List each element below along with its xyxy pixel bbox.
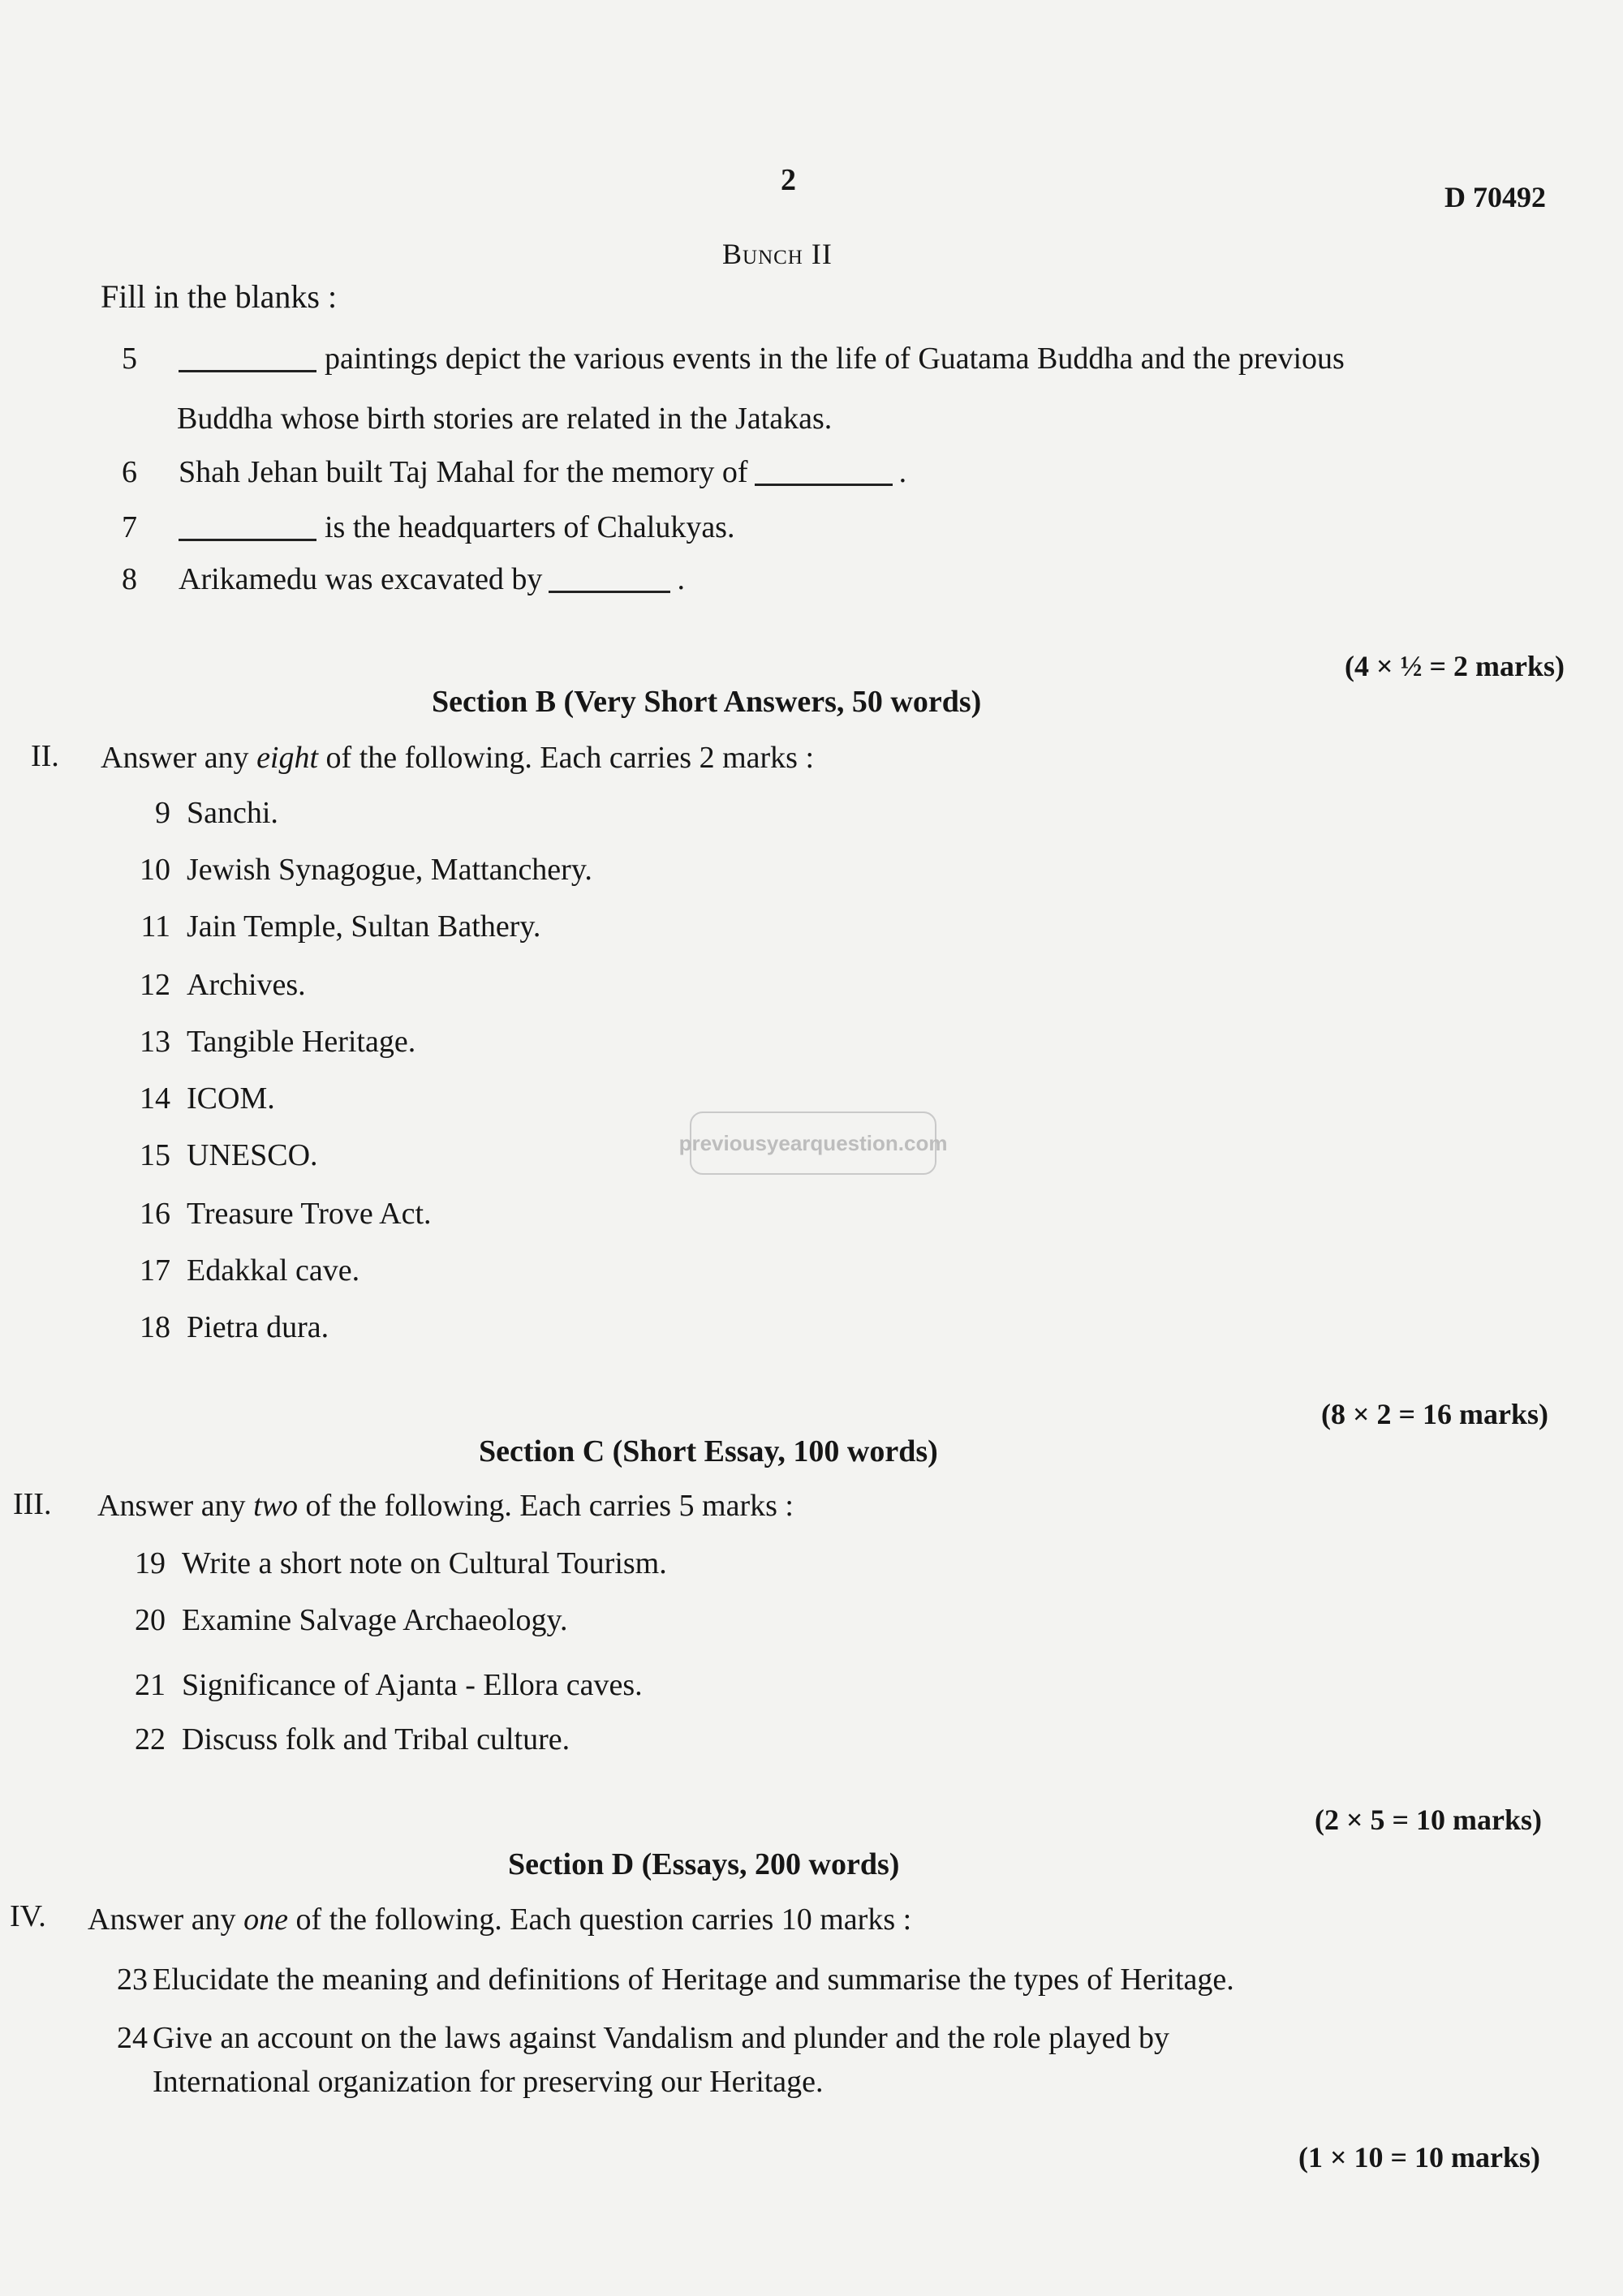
bunch-title: Bunch II — [722, 238, 833, 270]
list-item — [101, 909, 540, 944]
question-number: 23 — [117, 1963, 148, 1997]
question-number: 14 — [140, 1081, 170, 1116]
list-item — [101, 1309, 329, 1345]
question-5-continued — [177, 401, 832, 436]
question-text: Jain Temple, Sultan Bathery. — [187, 909, 541, 944]
marks-bunch-ii: (4 × ½ = 2 marks) — [1344, 650, 1565, 682]
question-5 — [122, 341, 1345, 376]
question-text: Jewish Synagogue, Mattanchery. — [187, 853, 592, 887]
question-number: 20 — [135, 1603, 166, 1637]
paper-code: D 70492 — [1444, 181, 1546, 213]
section-c-roman: III. — [13, 1487, 52, 1521]
instruction-text: of the following. Each question carries 10 marks : — [287, 1903, 912, 1937]
list-item — [101, 795, 278, 831]
question-text: Shah Jehan built Taj Mahal for the memory of — [179, 455, 748, 489]
answer-blank — [755, 464, 893, 486]
question-end: . — [677, 562, 685, 596]
fill-blanks-instruction: Fill in the blanks : — [101, 278, 338, 315]
list-item — [101, 1253, 359, 1288]
marks-section-b: (8 × 2 = 16 marks) — [1320, 1398, 1548, 1430]
section-d-instruction — [88, 1902, 911, 1937]
question-text: paintings depict the various events in the life of Guatama Buddha and the previous — [325, 342, 1345, 376]
question-text: Give an account on the laws against Vandalism and plunder and the role played by — [153, 2021, 1169, 2055]
question-number: 10 — [140, 853, 170, 887]
question-text: International organization for preserving our Heritage. — [153, 2065, 824, 2099]
question-number: 21 — [135, 1668, 166, 1702]
question-number: 8 — [122, 562, 137, 596]
list-item — [96, 1667, 643, 1703]
list-item — [101, 1081, 275, 1116]
question-text: Edakkal cave. — [187, 1253, 360, 1288]
question-7 — [122, 510, 734, 545]
question-text: ICOM. — [187, 1081, 275, 1116]
answer-blank — [179, 519, 316, 541]
question-text: Tangible Heritage. — [187, 1025, 416, 1059]
question-number: 24 — [117, 2021, 148, 2055]
question-number: 17 — [140, 1253, 170, 1288]
question-text: Pietra dura. — [187, 1310, 329, 1344]
list-item — [101, 1196, 432, 1232]
question-text: UNESCO. — [187, 1138, 318, 1172]
question-number: 7 — [122, 510, 137, 544]
instruction-emphasis: eight — [256, 741, 319, 775]
instruction-emphasis: two — [253, 1489, 298, 1523]
question-text: Examine Salvage Archaeology. — [182, 1603, 568, 1637]
list-item — [101, 852, 592, 888]
answer-blank — [179, 350, 316, 372]
page-number: 2 — [781, 163, 796, 197]
list-item — [96, 1602, 568, 1638]
question-number: 13 — [140, 1025, 170, 1059]
list-item — [101, 1024, 415, 1060]
section-b-instruction — [101, 740, 814, 776]
section-d-title: Section D (Essays, 200 words) — [508, 1847, 900, 1881]
section-c-title: Section C (Short Essay, 100 words) — [479, 1434, 938, 1468]
question-number: 16 — [140, 1197, 170, 1231]
marks-section-c: (2 × 5 = 10 marks) — [1314, 1804, 1542, 1836]
instruction-emphasis: one — [243, 1903, 288, 1937]
section-b-roman: II. — [31, 739, 59, 773]
question-text: Arikamedu was excavated by — [179, 562, 543, 596]
question-number: 15 — [140, 1138, 170, 1172]
question-text: Treasure Trove Act. — [187, 1197, 432, 1231]
watermark-logo: previousyearquestion.com — [690, 1111, 936, 1175]
list-item — [96, 1722, 570, 1757]
question-number: 9 — [155, 796, 170, 830]
question-number: 6 — [122, 455, 137, 489]
question-number: 19 — [135, 1546, 166, 1580]
question-number: 22 — [135, 1722, 166, 1756]
question-number: 12 — [140, 968, 170, 1002]
question-text: Sanchi. — [187, 796, 278, 830]
list-item-continued — [153, 2064, 824, 2100]
instruction-text: of the following. Each carries 5 marks : — [297, 1489, 794, 1523]
list-item — [101, 967, 306, 1003]
question-number: 5 — [122, 342, 137, 376]
question-text: Discuss folk and Tribal culture. — [182, 1722, 570, 1756]
marks-section-d: (1 × 10 = 10 marks) — [1298, 2141, 1540, 2173]
section-d-roman: IV. — [10, 1899, 46, 1933]
list-item — [101, 1137, 318, 1173]
instruction-text: Answer any — [88, 1903, 244, 1937]
question-text: Buddha whose birth stories are related in the Jatakas. — [177, 402, 833, 436]
question-text: Significance of Ajanta - Ellora caves. — [182, 1668, 643, 1702]
instruction-text: Answer any — [97, 1489, 254, 1523]
section-b-title: Section B (Very Short Answers, 50 words) — [432, 685, 982, 719]
question-number: 18 — [140, 1310, 170, 1344]
answer-blank — [549, 571, 670, 593]
list-item — [78, 2020, 1169, 2056]
question-end: . — [898, 455, 907, 489]
section-c-instruction — [97, 1488, 794, 1524]
question-number: 11 — [140, 909, 170, 944]
question-8 — [122, 561, 685, 597]
question-text: Archives. — [187, 968, 306, 1002]
question-6 — [122, 454, 906, 490]
list-item — [96, 1546, 667, 1581]
instruction-text: of the following. Each carries 2 marks : — [318, 741, 815, 775]
instruction-text: Answer any — [101, 741, 257, 775]
list-item — [78, 1962, 1234, 1997]
question-text: Write a short note on Cultural Tourism. — [182, 1546, 667, 1580]
question-text: is the headquarters of Chalukyas. — [325, 510, 735, 544]
question-text: Elucidate the meaning and definitions of Heritage and summarise the types of Heritage. — [153, 1963, 1234, 1997]
